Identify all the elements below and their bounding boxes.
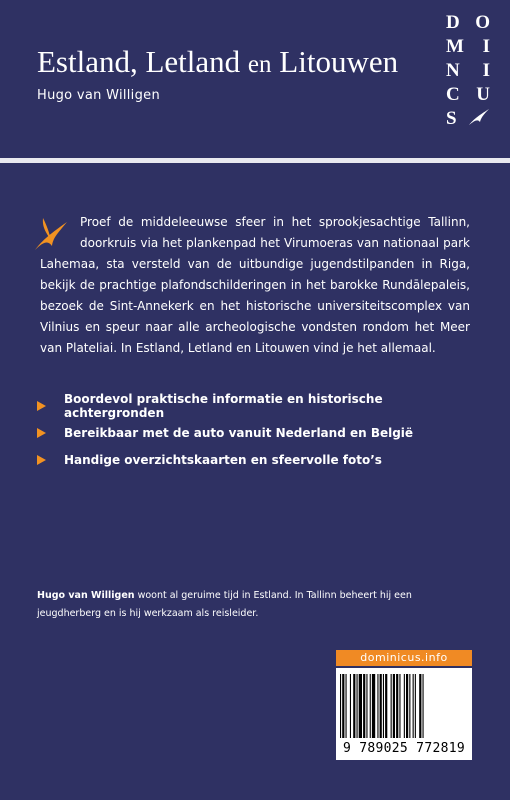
feature-text: Bereikbaar met de auto vanuit Nederland en België <box>64 425 414 440</box>
feature-list <box>37 392 477 473</box>
isbn-number: 9 789025 772819 <box>343 741 465 756</box>
swallow-icon <box>468 108 490 126</box>
logo-letter: D <box>446 12 460 33</box>
title-part1: Estland, Letland <box>37 44 241 79</box>
list-item <box>37 419 477 446</box>
logo-letter: O <box>475 12 490 33</box>
feature-text: Handige overzichtskaarten en sfeervolle foto’s <box>64 452 382 467</box>
barcode <box>336 668 472 760</box>
bio-text: woont al geruime tijd in Estland. In Tallinn beheert hij een jeugdherberg en is hij werkzaam als reisleider. <box>37 590 412 619</box>
logo-letter: S <box>446 108 457 129</box>
triangle-bullet-icon <box>37 428 46 438</box>
list-item <box>37 446 477 473</box>
website-label: dominicus.info <box>336 650 472 666</box>
intro-text: Proef de middeleeuwse sfeer in het sprookjesachtige Tallinn, doorkruis via het plankenpad het Virumoeras van nationaal park Lahemaa, sta versteld van de uitbundige jugendstilpanden in Riga, bekijk de prachtige plafondschilderingen in het barokke Rundālepaleis, bezoek de Sint-Annekerk en het historische universiteitscomplex van Vilnius en speur naar alle archeologische vondsten rondom het Meer van Plateliai. In Estland, Letland en Litouwen vind je het allemaal. <box>40 215 470 355</box>
title-part2: Litouwen <box>279 44 399 79</box>
barcode-bars <box>340 674 468 738</box>
triangle-bullet-icon <box>37 401 46 411</box>
author-bio <box>37 587 457 623</box>
logo-letter: I <box>482 36 490 57</box>
author-name: Hugo van Willigen <box>37 88 160 103</box>
list-item <box>37 392 477 419</box>
logo-letter: N <box>446 60 460 81</box>
intro-paragraph <box>40 212 470 359</box>
divider-band <box>0 158 510 163</box>
book-title <box>37 44 398 80</box>
logo-letter: I <box>482 60 490 81</box>
logo-letter: C <box>446 84 460 105</box>
logo-letter: M <box>446 36 464 57</box>
title-en: en <box>247 51 272 78</box>
publisher-logo <box>446 12 498 132</box>
feature-text: Boordevol praktische informatie en historische achtergronden <box>64 391 383 420</box>
logo-letter: U <box>476 84 490 105</box>
triangle-bullet-icon <box>37 455 46 465</box>
bio-author-name: Hugo van Willigen <box>37 590 135 601</box>
